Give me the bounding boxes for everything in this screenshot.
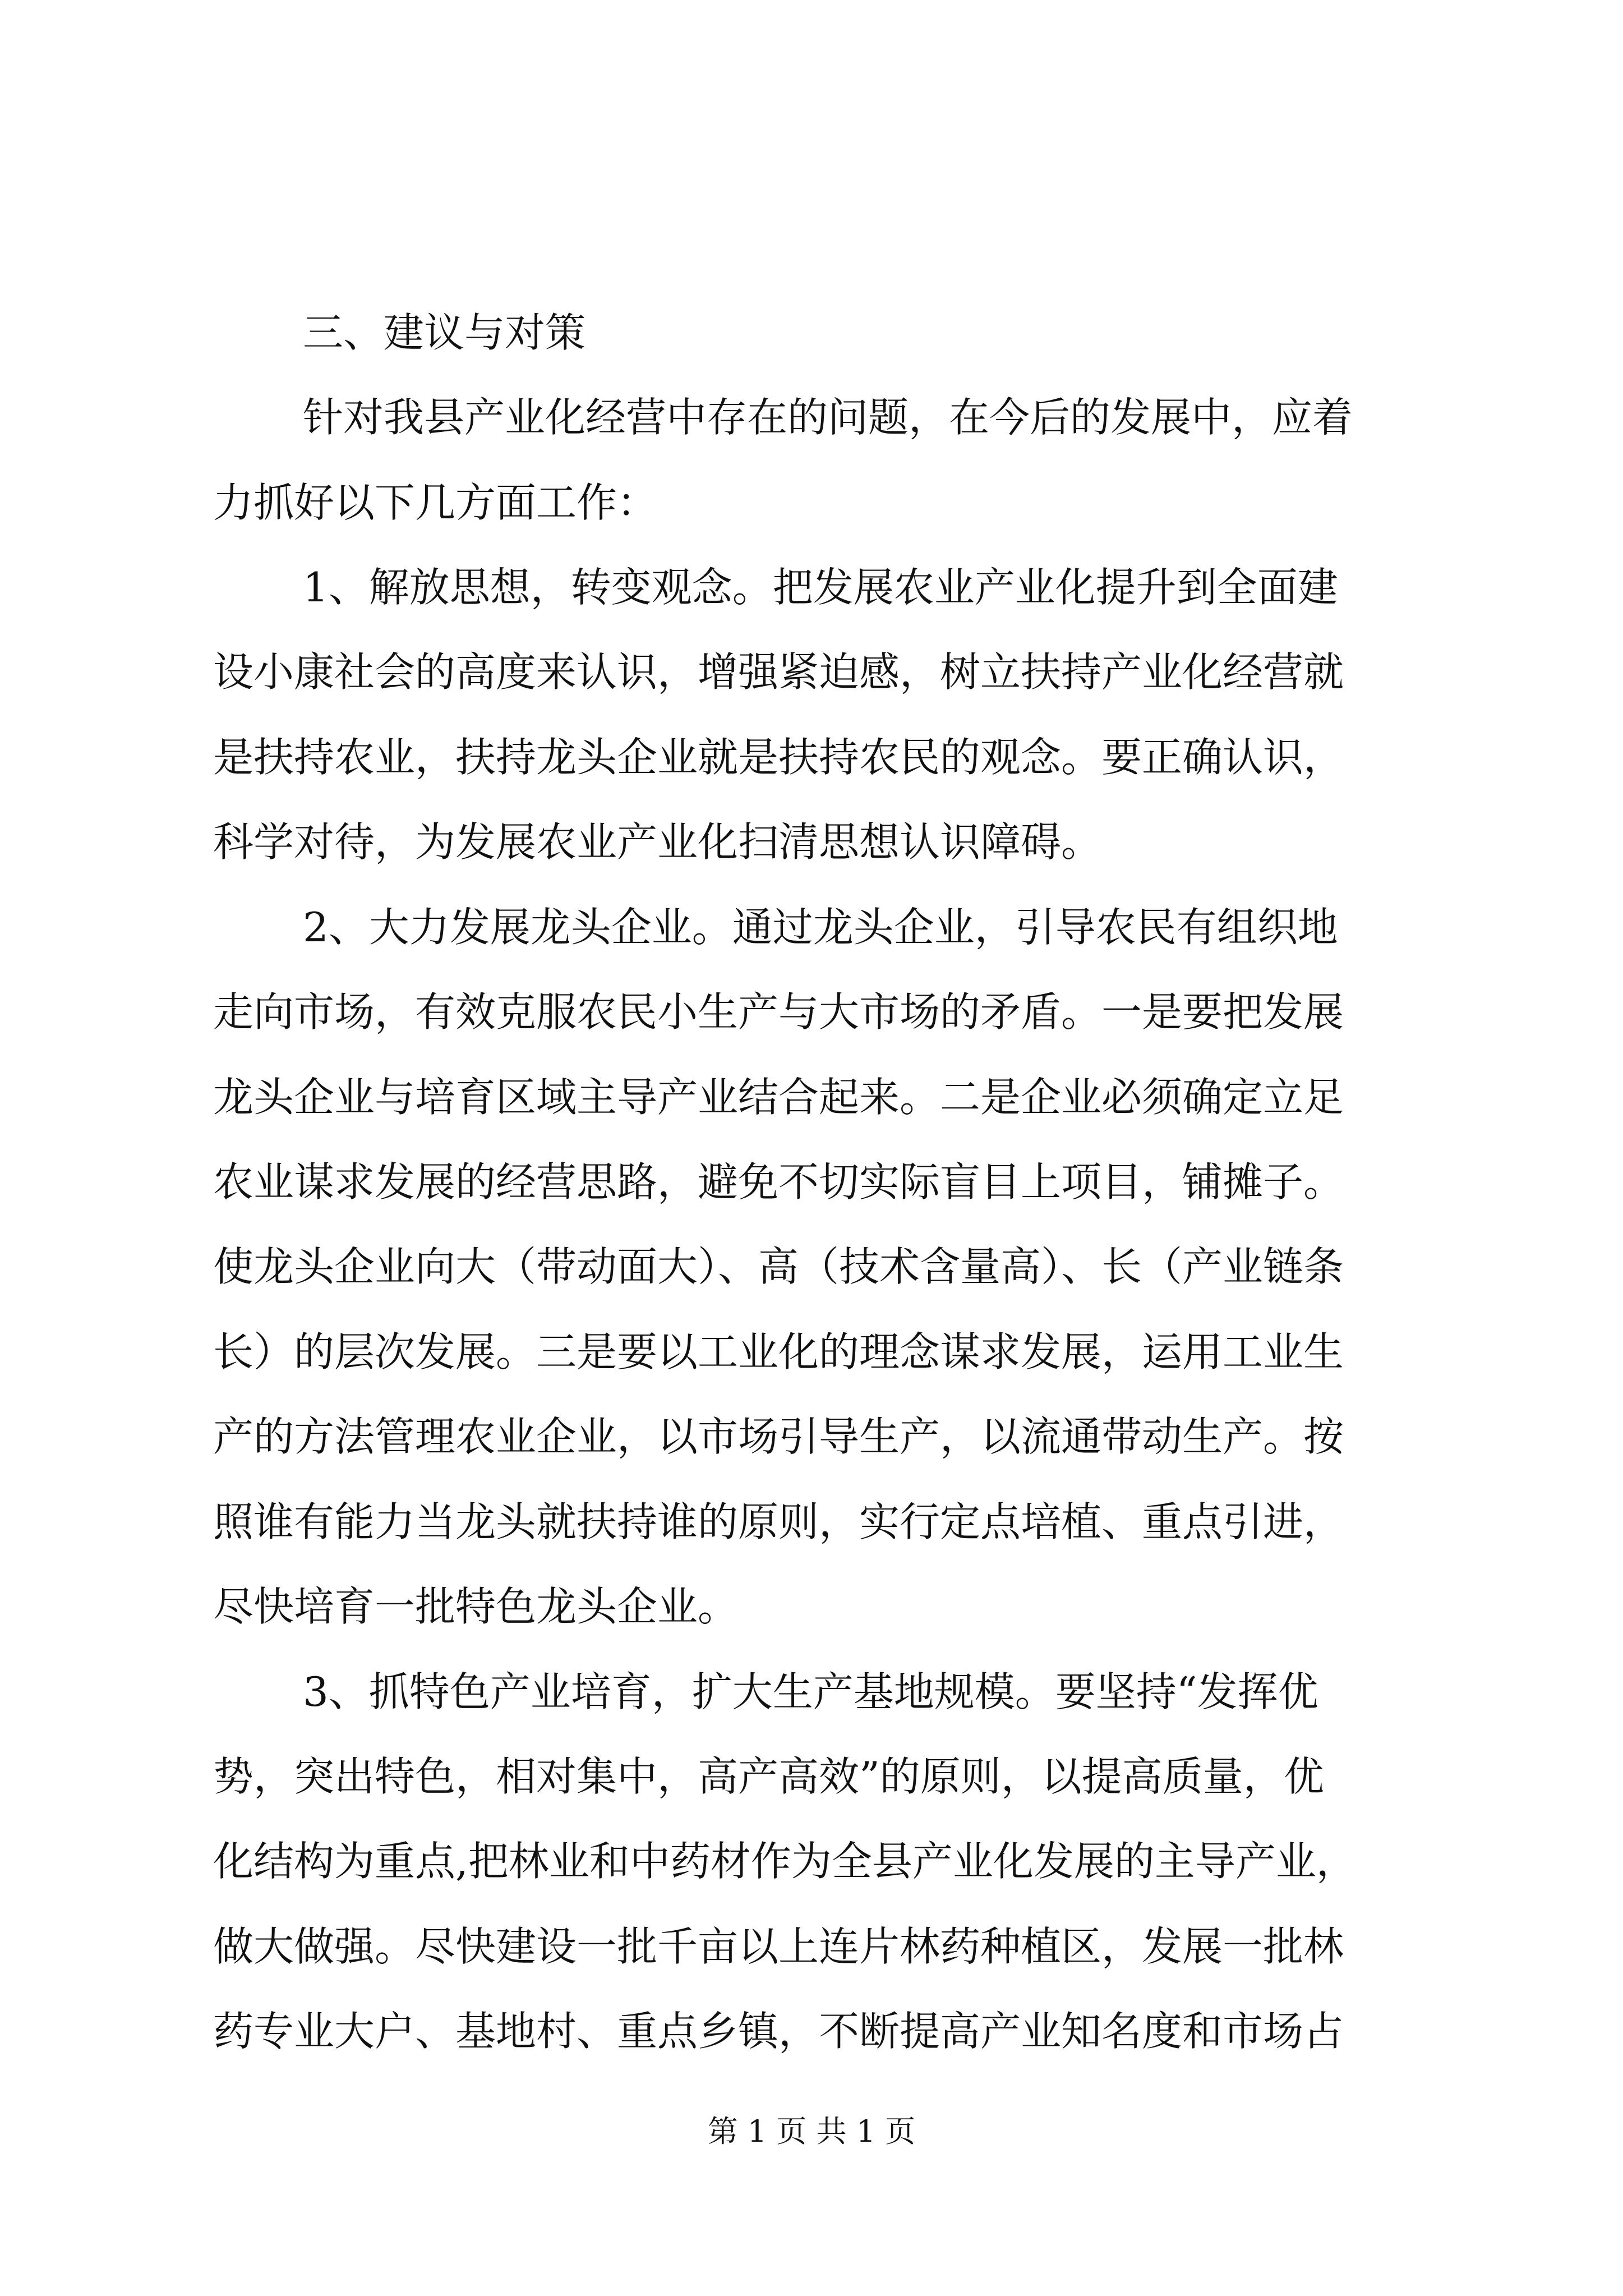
text-line-content: 照谁有能力当龙头就扶持谁的原则，实行定点培植、重点引进， bbox=[213, 1498, 1344, 1545]
text-line bbox=[0, 390, 1623, 444]
text-line-content: 产的方法管理农业企业，以市场引导生产，以流通带动生产。按 bbox=[213, 1413, 1344, 1460]
text-line bbox=[0, 1155, 1623, 1209]
text-line bbox=[0, 815, 1623, 869]
text-line bbox=[0, 645, 1623, 699]
text-line bbox=[0, 1580, 1623, 1634]
text-line bbox=[0, 985, 1623, 1039]
page-footer: 第 1 页 共 1 页 bbox=[707, 2114, 916, 2149]
text-line bbox=[0, 1920, 1623, 1973]
text-line-content: 药专业大户、基地村、重点乡镇，不断提高产业知名度和市场占 bbox=[213, 2008, 1344, 2055]
text-line bbox=[0, 560, 1623, 614]
text-line bbox=[0, 1240, 1623, 1294]
text-line-content: 1、解放思想，转变观念。把发展农业产业化提升到全面建 bbox=[303, 564, 1338, 611]
text-line-content: 2、大力发展龙头企业。通过龙头企业，引导农民有组织地 bbox=[303, 904, 1338, 951]
text-line-content: 势，突出特色，相对集中，高产高效”的原则，以提高质量，优 bbox=[213, 1753, 1324, 1800]
text-line bbox=[0, 1495, 1623, 1549]
text-line-content: 走向市场，有效克服农民小生产与大市场的矛盾。一是要把发展 bbox=[213, 988, 1344, 1036]
text-line bbox=[0, 2004, 1623, 2058]
text-line-content: 科学对待，为发展农业产业化扫清思想认识障碍。 bbox=[213, 818, 1102, 866]
text-line-content: 针对我县产业化经营中存在的问题，在今后的发展中，应着 bbox=[303, 394, 1353, 441]
text-line-content: 设小康社会的高度来认识，增强紧迫感，树立扶持产业化经营就 bbox=[213, 648, 1344, 696]
text-line-content: 使龙头企业向大（带动面大）、高（技术含量高）、长（产业链条 bbox=[213, 1243, 1344, 1290]
text-line-content: 农业谋求发展的经营思路，避免不切实际盲目上项目，铺摊子。 bbox=[213, 1158, 1344, 1205]
text-line bbox=[0, 1750, 1623, 1803]
text-line-content: 做大做强。尽快建设一批千亩以上连片林药种植区，发展一批林 bbox=[213, 1923, 1344, 1970]
text-line-content: 3、抓特色产业培育，扩大生产基地规模。要坚持“发挥优 bbox=[303, 1668, 1318, 1715]
text-line-content: 长）的层次发展。三是要以工业化的理念谋求发展，运用工业生 bbox=[213, 1328, 1344, 1375]
text-line bbox=[0, 1834, 1623, 1888]
text-line bbox=[0, 476, 1623, 530]
text-line-content: 化结构为重点,把林业和中药材作为全县产业化发展的主导产业， bbox=[213, 1838, 1357, 1885]
text-line bbox=[0, 1665, 1623, 1719]
text-line bbox=[0, 1410, 1623, 1464]
text-line-content: 龙头企业与培育区域主导产业结合起来。二是企业必须确定立足 bbox=[213, 1074, 1344, 1121]
text-line bbox=[0, 730, 1623, 784]
text-line bbox=[0, 1070, 1623, 1124]
section-heading-text: 三、建议与对策 bbox=[303, 309, 586, 356]
text-line-content: 是扶持农业，扶持龙头企业就是扶持农民的观念。要正确认识， bbox=[213, 734, 1344, 781]
text-line-content: 尽快培育一批特色龙头企业。 bbox=[213, 1583, 739, 1630]
text-line bbox=[0, 1325, 1623, 1379]
text-line-content: 力抓好以下几方面工作： bbox=[213, 479, 658, 526]
section-heading bbox=[0, 306, 1623, 360]
text-line bbox=[0, 900, 1623, 954]
